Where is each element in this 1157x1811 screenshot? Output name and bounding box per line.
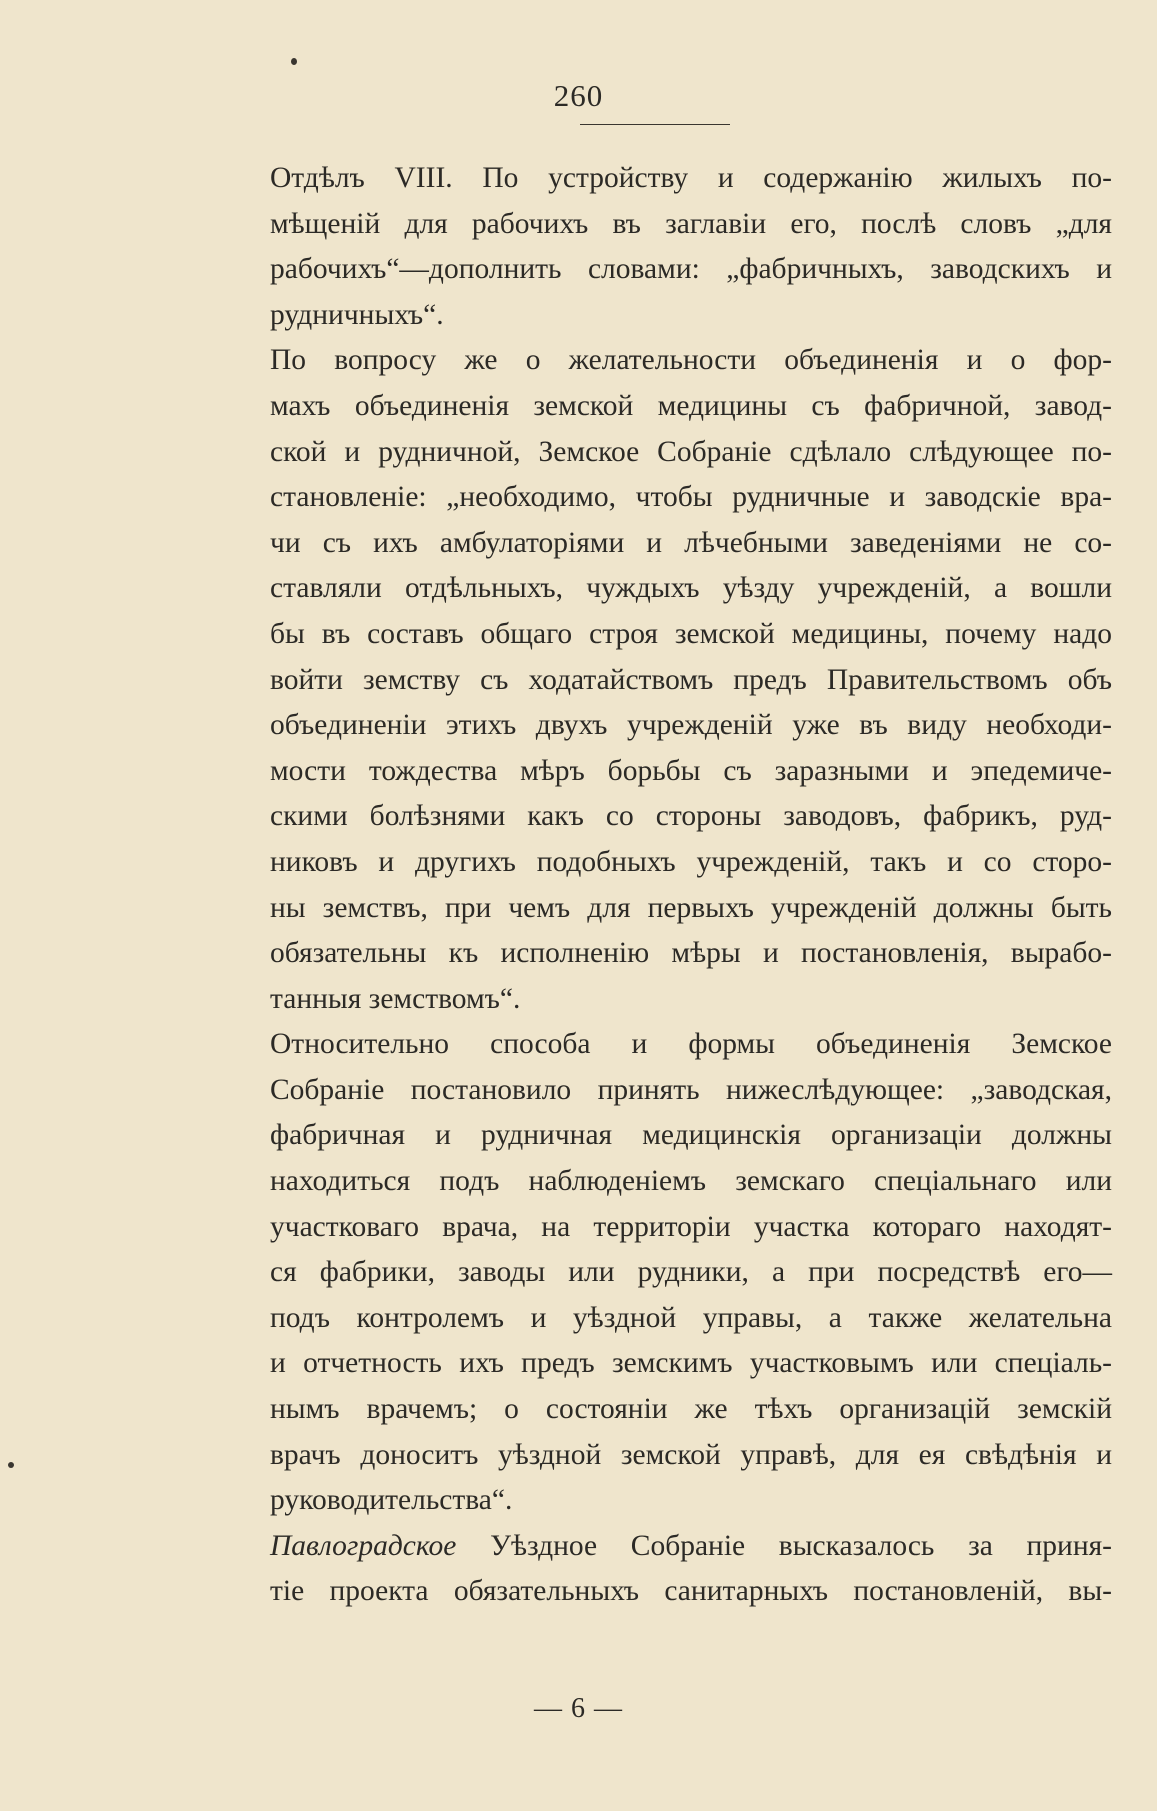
- text-line: Собраніе постановило принять нижеслѣдующее: „заводская,: [270, 1073, 1112, 1106]
- text-fragment: Уѣздное Собраніе высказалось за приня-: [456, 1529, 1112, 1562]
- text-line: нымъ врачемъ; о состояніи же тѣхъ организацій земскій: [270, 1393, 1112, 1426]
- ink-speck: [8, 1462, 14, 1468]
- text-line: руководительства“.: [270, 1484, 513, 1517]
- text-line: объединеніи этихъ двухъ учрежденій уже въ виду необходи-: [270, 709, 1112, 742]
- body-text: [196, 156, 1112, 1615]
- text-line: скими болѣзнями какъ со стороны заводовъ, фабрикъ, руд-: [270, 800, 1112, 833]
- text-line: врачъ доноситъ уѣздной земской управѣ, для ея свѣдѣнія и: [270, 1438, 1112, 1471]
- text-line: По вопросу же о желательности объединенія и о фор-: [270, 344, 1112, 377]
- text-line: Относительно способа и формы объединенія Земское: [270, 1028, 1112, 1061]
- header-rule: [580, 124, 730, 125]
- text-line: мѣщеній для рабочихъ въ заглавіи его, послѣ словъ „для: [270, 207, 1112, 240]
- text-line: бы въ составъ общаго строя земской медицины, почему надо: [270, 617, 1112, 650]
- text-line: танныя земствомъ“.: [270, 982, 521, 1015]
- paragraph-3: [196, 1022, 1112, 1524]
- text-line: никовъ и другихъ подобныхъ учрежденій, такъ и со сторо-: [270, 845, 1112, 878]
- text-line: ской и рудничной, Земское Собраніе сдѣлало слѣдующее по-: [270, 435, 1112, 468]
- text-line: тіе проекта обязательныхъ санитарныхъ постановленій, вы-: [270, 1575, 1112, 1608]
- text-line: обязательны къ исполненію мѣры и постановленія, вырабо-: [270, 937, 1112, 970]
- text-line: чи съ ихъ амбулаторіями и лѣчебными заведеніями не со-: [270, 526, 1112, 559]
- text-line: подъ контролемъ и уѣздной управы, а также желательна: [270, 1301, 1112, 1334]
- text-line: и отчетность ихъ предъ земскимъ участковымъ или спеціаль-: [270, 1347, 1112, 1380]
- text-line: фабричная и рудничная медицинскія организаціи должны: [270, 1119, 1112, 1152]
- text-line: ставляли отдѣльныхъ, чуждыхъ уѣзду учрежденій, а вошли: [270, 572, 1112, 605]
- text-line: Отдѣлъ VIII. По устройству и содержанію жилыхъ по-: [270, 162, 1112, 194]
- text-line: становленіе: „необходимо, чтобы рудничные и заводскіе вра-: [270, 481, 1112, 514]
- text-line: ны земствъ, при чемъ для первыхъ учрежденій должны быть: [270, 891, 1112, 924]
- ink-speck: [291, 58, 297, 65]
- signature-mark: — 6 —: [534, 1693, 623, 1724]
- paragraph-2: [196, 338, 1112, 1022]
- text-line: [196, 1524, 1112, 1570]
- text-line: рабочихъ“—дополнить словами: „фабричныхъ, заводскихъ и: [270, 253, 1112, 286]
- page-number: 260: [553, 78, 604, 113]
- text-line: махъ объединенія земской медицины съ фабричной, завод-: [270, 389, 1112, 422]
- text-line: войти земству съ ходатайствомъ предъ Правительствомъ объ: [270, 663, 1112, 696]
- text-line: находиться подъ наблюденіемъ земскаго спеціальнаго или: [270, 1165, 1112, 1198]
- text-line: рудничныхъ“.: [270, 298, 444, 331]
- text-line: участковаго врача, на территоріи участка котораго находят-: [270, 1210, 1112, 1243]
- text-line: ся фабрики, заводы или рудники, а при посредствѣ его—: [270, 1256, 1112, 1289]
- text-line: мости тождества мѣръ борьбы съ заразными и эпедемиче-: [270, 754, 1112, 787]
- paragraph-1: [196, 156, 1112, 338]
- italic-lead: Павлоградское: [270, 1529, 457, 1562]
- paragraph-4: [196, 1524, 1112, 1615]
